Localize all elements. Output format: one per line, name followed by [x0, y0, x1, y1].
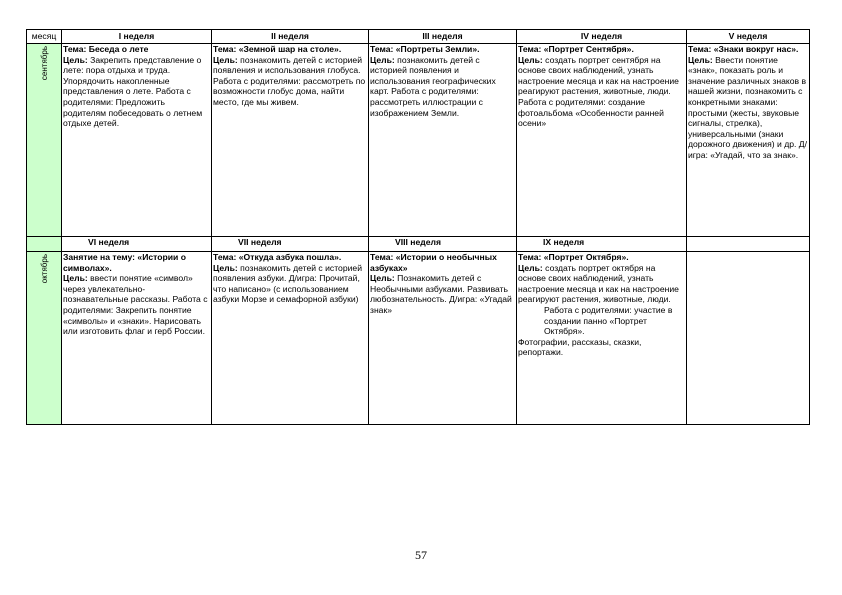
plan-cell-empty: [687, 252, 810, 425]
goal-label: Цель:: [518, 54, 543, 65]
goal-text: создать портрет октября на основе своих наблюдений, узнать настроение месяца и как на настроение реагируют растения, животные, люди.: [518, 262, 679, 305]
goal-text: познакомить детей с историей появления и использования глобуса. Работа с родителями: рассмотреть по возможности глобус дома, найти место, где мы живем.: [213, 54, 366, 107]
goal-text: Закрепить представление о лете: пора отдыха и труда. Упорядочить накопленные представления о лете. Работа с родителями: Предложить родителям побеседовать о летнем отдыхе детей.: [63, 54, 203, 129]
week-header-4: IV неделя: [517, 30, 687, 44]
week-header-7: VII неделя: [212, 237, 369, 252]
goal-label: Цель:: [63, 273, 88, 284]
parents-text: Работа с родителями: участие в создании панно «Портрет Октября».: [544, 304, 673, 337]
week-header-3: III неделя: [369, 30, 517, 44]
topic-label: Тема:: [63, 44, 87, 54]
topic-label: Тема:: [370, 252, 394, 262]
week-header-empty: [687, 237, 810, 252]
topic-text: «Знаки вокруг нас».: [713, 44, 799, 54]
plan-cell: [517, 252, 687, 425]
month-label-september: сентябрь: [40, 46, 49, 81]
month-header: месяц: [27, 30, 62, 44]
week-header-2: II неделя: [212, 30, 369, 44]
goal-label: Цель:: [370, 54, 395, 65]
topic-label: Занятие на тему:: [63, 252, 136, 262]
week-header-5: V неделя: [687, 30, 810, 44]
goal-text: Ввести понятие «знак», показать роль и значение различных знаков в нашей жизни, познакомить с конкретными знаками: простыми (жесты, звуковые сигналы, стрелка), универсальными (знаки дорожного движения) и др. Д/игра: «Угадай, что за знак».: [688, 54, 807, 160]
goal-label: Цель:: [518, 262, 543, 273]
goal-label: Цель:: [370, 273, 395, 284]
goal-text: Познакомить детей с Необычными азбуками. Развивать любознательность. Д/игра: «Угадай знак»: [370, 273, 512, 315]
goal-text: создать портрет сентября на основе своих наблюдений, узнать настроение месяца и как на настроение реагируют растения, животные, люди. Работа с родителями: создание фотоальбома «Особенности ранней осени»: [518, 54, 679, 129]
plan-cell: [62, 252, 212, 425]
goal-label: Цель:: [213, 262, 238, 273]
plan-cell: [369, 252, 517, 425]
topic-label: Тема:: [518, 44, 542, 54]
topic-text: «Откуда азбука пошла».: [238, 252, 342, 262]
topic-label: Тема:: [370, 44, 394, 54]
week-header-8: VIII неделя: [369, 237, 517, 252]
topic-text: Беседа о лете: [88, 44, 149, 54]
goal-text: ввести понятие «символ» через увлекательно-познавательные рассказы. Работа с родителями: Закрепить понятие «символы» и «знаки». Нарисовать или изготовить флаг и герб России.: [63, 273, 208, 337]
september-row: [27, 44, 810, 237]
goal-text: познакомить детей с историей появления и использования географических карт. Работа с родителями: рассмотреть иллюстрации с изображением Земли.: [370, 54, 496, 118]
topic-text: «Истории о необычных азбуках»: [370, 252, 497, 273]
week-header-row-2: [27, 237, 810, 252]
plan-cell: [517, 44, 687, 237]
month-cell-september: [27, 44, 62, 237]
page-number: 57: [415, 548, 427, 562]
goal-label: Цель:: [63, 54, 88, 65]
topic-text: «Истории о символах».: [63, 252, 186, 273]
goal-text: познакомить детей с историей появления азбуки. Д/игра: Прочитай, что написано» (с использованием азбуки Морзе и семафорной азбуки): [213, 262, 362, 305]
week-header-1: I неделя: [62, 30, 212, 44]
plan-cell: [62, 44, 212, 237]
topic-text: «Портрет Сентября».: [543, 44, 634, 54]
plan-cell: [212, 252, 369, 425]
month-label-october: октябрь: [40, 254, 49, 284]
plan-table: [26, 29, 810, 425]
week-header-9: IX неделя: [517, 237, 687, 252]
topic-text: «Портрет Октября».: [543, 252, 629, 262]
plan-cell: [212, 44, 369, 237]
extra-text: Фотографии, рассказы, сказки, репортажи.: [518, 336, 642, 358]
goal-label: Цель:: [213, 54, 238, 65]
topic-label: Тема:: [213, 44, 237, 54]
october-row: [27, 252, 810, 425]
topic-label: Тема:: [213, 252, 237, 262]
topic-label: Тема:: [688, 44, 712, 54]
month-cell-empty: [27, 237, 62, 252]
topic-text: «Земной шар на столе».: [238, 44, 342, 54]
plan-cell: [687, 44, 810, 237]
topic-label: Тема:: [518, 252, 542, 262]
goal-label: Цель:: [688, 54, 713, 65]
header-row: [27, 30, 810, 44]
month-cell-october: [27, 252, 62, 425]
week-header-6: VI неделя: [62, 237, 212, 252]
plan-cell: [369, 44, 517, 237]
topic-text: «Портреты Земли».: [395, 44, 480, 54]
